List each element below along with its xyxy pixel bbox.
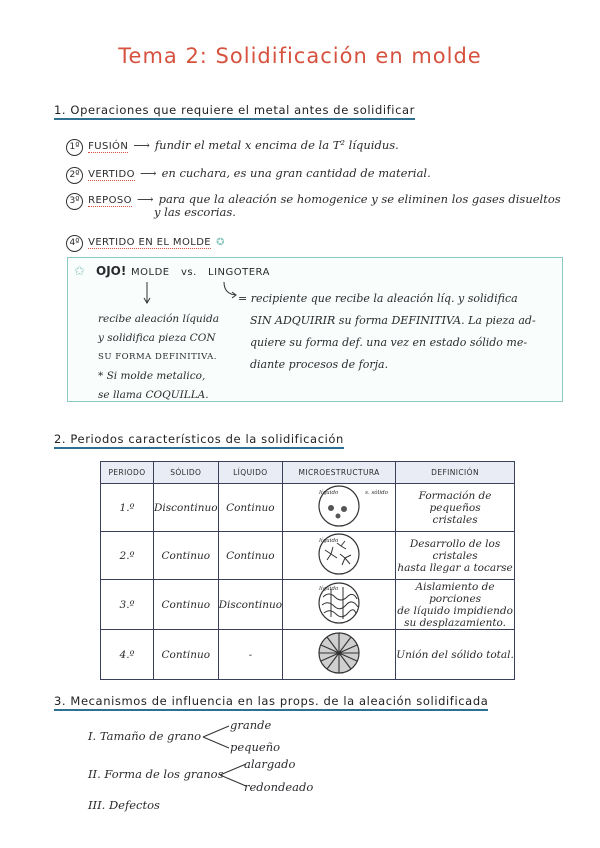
- step-fusion: [66, 134, 399, 156]
- step-label: VERTIDO: [88, 169, 135, 180]
- section-3-heading: 3. Mecanismos de influencia en las props. de la aleación solidificada: [54, 694, 488, 711]
- def-line: hasta llegar a tocarse: [397, 561, 513, 574]
- liquido-cell: -: [218, 630, 283, 680]
- definicion-cell: [396, 580, 515, 630]
- micro-cell: [283, 580, 396, 630]
- column-header: PERIODO: [101, 462, 154, 484]
- def-line: su desplazamiento.: [404, 616, 507, 629]
- branch-pequeno: pequeño: [230, 740, 281, 754]
- molde-definition: [98, 310, 219, 405]
- table-row: [101, 532, 515, 580]
- def-line: cristales: [432, 513, 478, 526]
- micro-label: líquido: [319, 586, 339, 592]
- periodo-cell: 3.º: [101, 580, 154, 630]
- molde-line: * Si molde metalico,: [98, 370, 206, 382]
- periodo-cell: 4.º: [101, 630, 154, 680]
- molde-label: MOLDE: [131, 267, 170, 278]
- table-row: [101, 630, 515, 680]
- step-vertido-molde: [66, 230, 225, 252]
- step-reposo: [66, 188, 566, 210]
- column-header: MICROESTRUCTURA: [283, 462, 396, 484]
- micro-cell: [283, 484, 396, 532]
- table-row: [101, 484, 515, 532]
- column-header: DEFINICIÓN: [396, 462, 515, 484]
- solido-cell: Continuo: [154, 630, 219, 680]
- solido-cell: Continuo: [154, 532, 219, 580]
- microstructure-4-icon: [317, 631, 361, 675]
- liquido-cell: Continuo: [218, 484, 283, 532]
- step-text: para que la aleación se homogenice y se eliminen los gases disueltos: [158, 192, 561, 206]
- micro-label: líquido: [319, 490, 339, 496]
- molde-line: recibe aleación líquida: [98, 313, 220, 325]
- step-vertido: [66, 162, 431, 184]
- definicion-cell: [396, 532, 515, 580]
- def-line: Unión del sólido total.: [396, 648, 514, 661]
- molde-line: se llama COQUILLA.: [98, 389, 209, 401]
- mechanism-defects: III. Defectos: [88, 798, 160, 812]
- def-line: Formación de pequeños: [418, 489, 492, 514]
- lingotera-line: quiere su forma def. una vez en estado sólido me-: [250, 336, 528, 349]
- table-header-row: [101, 462, 515, 484]
- section-1-heading: 1. Operaciones que requiere el metal antes de solidificar: [54, 103, 415, 120]
- periods-table: [100, 461, 515, 680]
- mechanism-size: I. Tamaño de grano: [88, 729, 202, 743]
- lingotera-line: SIN ADQUIRIR su forma DEFINITIVA. La pieza ad-: [250, 314, 536, 327]
- solido-cell: Discontinuo: [154, 484, 219, 532]
- definicion-cell: [396, 630, 515, 680]
- step-text-continued: y las escorias.: [154, 205, 236, 219]
- step-label: VERTIDO EN EL MOLDE: [88, 237, 212, 248]
- branch-redondeado: redondeado: [244, 780, 314, 794]
- arrow-icon: ⟶: [133, 138, 150, 152]
- micro-cell: [283, 630, 396, 680]
- step-number: 1º: [66, 139, 83, 156]
- lingotera-line: diante procesos de forja.: [250, 358, 389, 371]
- step-number: 3º: [66, 193, 83, 210]
- brace-icon: [203, 724, 233, 750]
- star-icon: ✩: [74, 264, 85, 279]
- def-line: de líquido impidiendo: [397, 604, 513, 617]
- mechanism-shape: II. Forma de los granos: [88, 767, 224, 781]
- arrow-icon: ⟶: [136, 192, 154, 206]
- column-header: LÍQUIDO: [218, 462, 283, 484]
- lingotera-label: LINGOTERA: [208, 267, 270, 278]
- step-label: FUSIÓN: [88, 141, 129, 152]
- micro-label: líquido: [319, 538, 339, 544]
- lingotera-definition: [238, 288, 558, 376]
- step-text: en cuchara, es una gran cantidad de material.: [161, 166, 431, 180]
- solido-cell: Continuo: [154, 580, 219, 630]
- molde-line: y solidifica pieza CON: [98, 332, 216, 344]
- branch-grande: grande: [230, 718, 272, 732]
- liquido-cell: Continuo: [218, 532, 283, 580]
- section-2-heading: 2. Periodos característicos de la solidificación: [54, 432, 344, 449]
- micro-cell: [283, 532, 396, 580]
- page-title: Tema 2: Solidificación en molde: [118, 44, 482, 68]
- arrow-icon: ⟶: [140, 166, 157, 180]
- periodo-cell: 1.º: [101, 484, 154, 532]
- step-label: REPOSO: [88, 195, 132, 206]
- note-box: [67, 257, 563, 402]
- step-number: 2º: [66, 167, 83, 184]
- molde-line: SU FORMA DEFINITIVA.: [98, 352, 217, 362]
- definicion-cell: [396, 484, 515, 532]
- step-number: 4º: [66, 235, 83, 252]
- curved-arrow-icon: [220, 282, 240, 302]
- periodo-cell: 2.º: [101, 532, 154, 580]
- step-text: fundir el metal x encima de la T² líquidus.: [154, 138, 399, 152]
- liquido-cell: Discontinuo: [218, 580, 283, 630]
- down-arrow-icon: [143, 282, 153, 306]
- lingotera-line: = recipiente que recibe la aleación líq. y solidifica: [238, 292, 518, 305]
- column-header: SÓLIDO: [154, 462, 219, 484]
- table-row: [101, 580, 515, 630]
- def-line: Aislamiento de porciones: [415, 580, 495, 605]
- branch-alargado: alargado: [244, 757, 296, 771]
- def-line: Desarrollo de los cristales: [409, 537, 501, 562]
- ojo-label: OJO!: [96, 264, 127, 278]
- vs-label: vs.: [181, 267, 197, 278]
- star-icon: ✪: [216, 237, 225, 248]
- micro-side-label: s. sólido: [365, 490, 388, 496]
